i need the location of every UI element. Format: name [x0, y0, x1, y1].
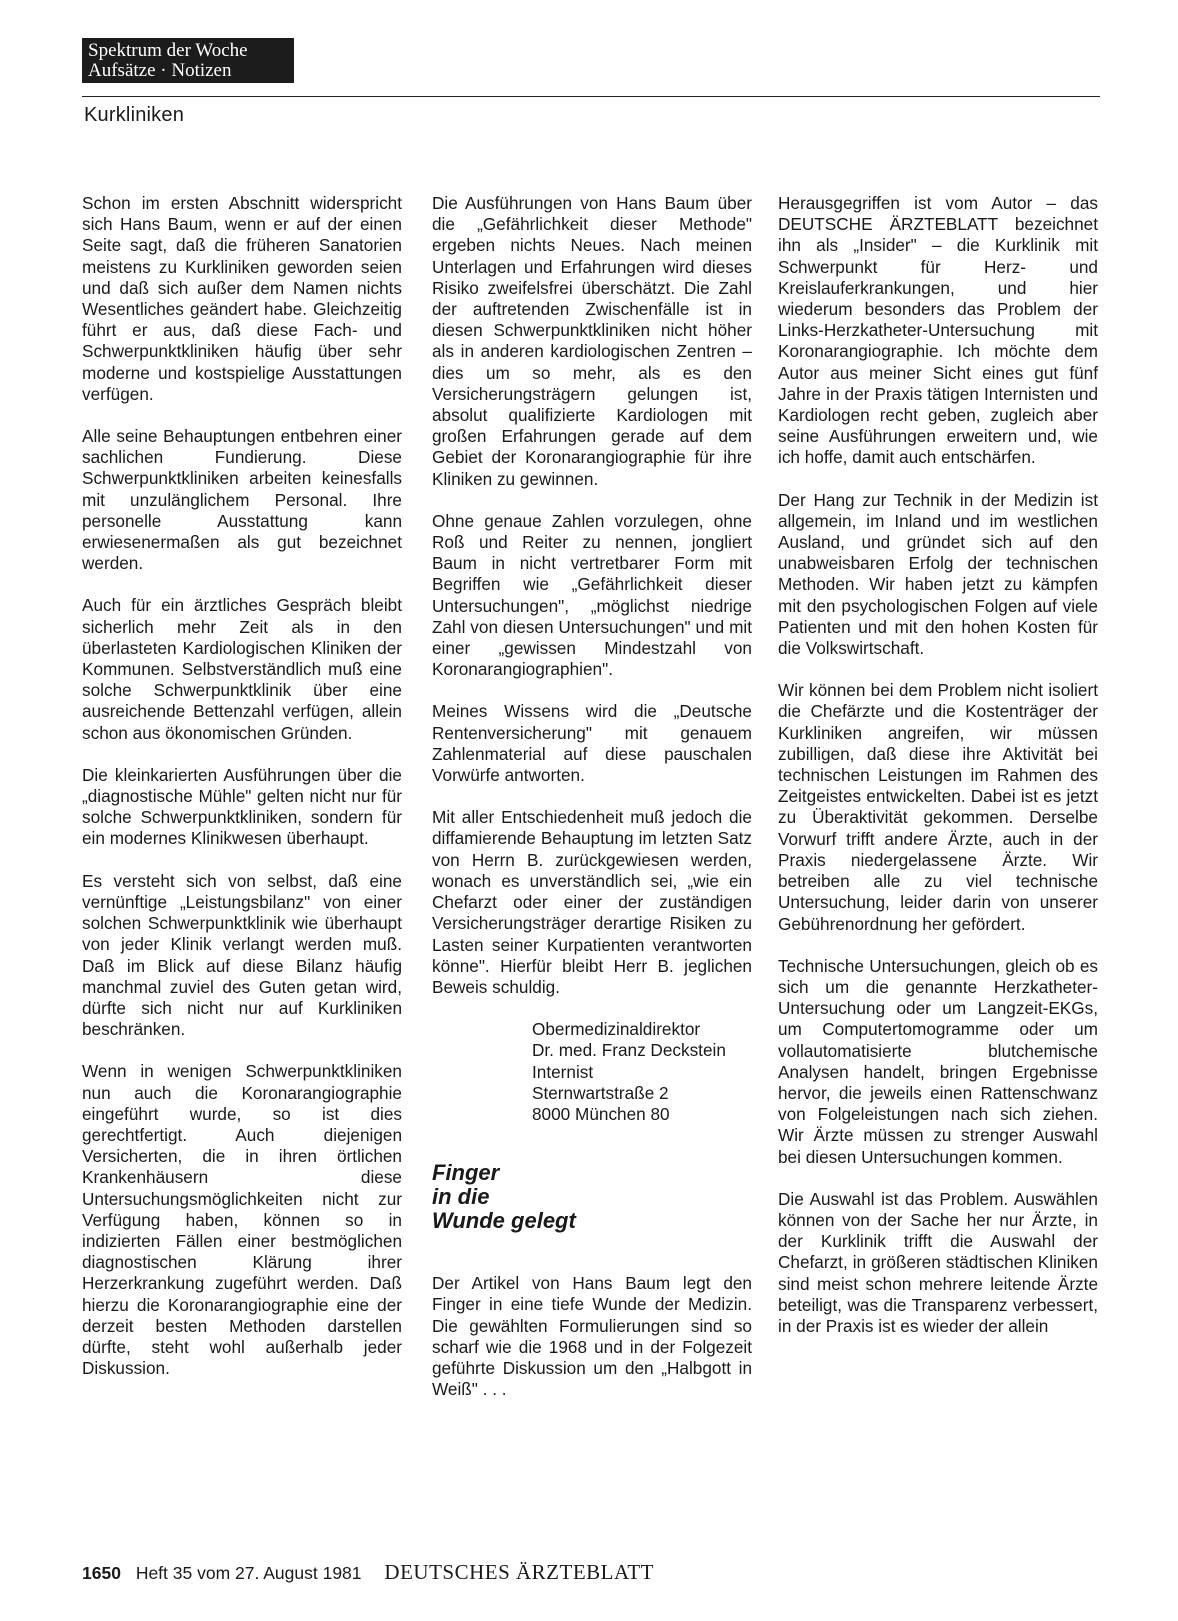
paragraph: Die kleinkarierten Ausführungen über die „diagnostische Mühle" gelten nicht nur für solche Schwerpunktkliniken, sondern für ein modernes Klinikwesen überhaupt. [82, 764, 402, 849]
signature-profession: Internist [532, 1061, 594, 1082]
paragraph: Die Auswahl ist das Problem. Auswählen können von der Sache her nur Ärzte, in der Kurklinik trifft die Auswahl der Chefarzt, in größeren städtischen Kliniken sind meist schon mehrere leitende Ärzte beteiligt, was die Transparenz verbessert, in der Praxis ist es wieder der allein [778, 1188, 1098, 1336]
rubric-box [82, 38, 294, 83]
paragraph: Ohne genaue Zahlen vorzulegen, ohne Roß und Reiter zu nennen, jongliert Baum in nicht vertretbarer Form mit Begriffen wie „Gefährlichkeit dieser Untersuchungen", „möglichst niedrige Zahl von diesen Untersuchungen" und mit einer „gewissen Mindestzahl von Koronarangiographien". [432, 510, 752, 680]
page-footer [82, 1560, 654, 1585]
signature-street: Sternwartstraße 2 [532, 1082, 669, 1103]
paragraph: Mit aller Entschiedenheit muß jedoch die diffamierende Behauptung im letzten Satz von Herrn B. zurückgewiesen werden, wonach es unverständlich sei, „wie ein Chefarzt oder einer der zuständigen Versicherungsträger derartige Risiken zu Lasten seiner Kurpatienten verantworten könne". Hierfür bleibt Herr B. jeglichen Beweis schuldig. [432, 807, 752, 997]
author-signature [532, 1019, 752, 1125]
signature-title: Obermedizinaldirektor [532, 1019, 701, 1040]
paragraph: Herausgegriffen ist vom Autor – das DEUTSCHE ÄRZTEBLATT bezeichnet ihn als „Insider" – die Kurklinik mit Schwerpunkt für Herz- und Kreislauferkrankungen, und hier wiederum besonders das Problem der Links-Herzkatheter-Untersuchung mit Koronarangiographie. Ich möchte dem Autor aus meiner Sicht eines gut fünf Jahre in der Praxis tätigen Internisten und Kardiologen recht geben, zugleich aber seine Ausführungen erweitern und, wie ich hoffe, damit auch entschärfen. [778, 193, 1098, 468]
signature-name: Dr. med. Franz Deckstein [532, 1040, 726, 1061]
article-heading [432, 1161, 752, 1233]
issue-info: Heft 35 vom 27. August 1981 [135, 1563, 362, 1583]
signature-city: 8000 München 80 [532, 1103, 670, 1124]
rubric-line-2: Aufsätze · Notizen [88, 60, 232, 81]
paragraph: Alle seine Behauptungen entbehren einer sachlichen Fundierung. Diese Schwerpunktkliniken arbeiten keinesfalls mit unzulänglichem Personal. Ihre personelle Ausstattung kann erwiesenermaßen als gut bezeichnet werden. [82, 426, 402, 574]
column-2 [432, 193, 752, 1421]
column-3 [778, 193, 1098, 1358]
heading-line-3: Wunde gelegt [432, 1208, 576, 1234]
heading-line-1: Finger [432, 1160, 500, 1186]
section-title: Kurkliniken [84, 104, 185, 126]
publication-name: DEUTSCHES ÄRZTEBLATT [384, 1560, 654, 1584]
paragraph: Der Hang zur Technik in der Medizin ist allgemein, im Inland und im westlichen Ausland, und gründet sich auf den unabweisbaren Erfolg der technischen Methoden. Wir haben jetzt zu kämpfen mit den psychologischen Folgen auf viele Patienten und mit den hohen Kosten für die Volkswirtschaft. [778, 489, 1098, 659]
heading-line-2: in die [432, 1184, 490, 1210]
paragraph: Wenn in wenigen Schwerpunktkliniken nun auch die Koronarangiographie eingeführt wurde, so ist dies gerechtfertigt. Auch diejenigen Versicherten, die in ihren örtlichen Krankenhäusern diese Untersuchungsmöglichkeiten nicht zur Verfügung haben, können so in indizierten Fällen einer bestmöglichen diagnostischen Klärung ihrer Herzerkrankung zugeführt werden. Daß hierzu die Koronarangiographie eine der derzeit besten Methoden darstellen dürfte, steht wohl außerhalb jeder Diskussion. [82, 1061, 402, 1379]
paragraph: Der Artikel von Hans Baum legt den Finger in eine tiefe Wunde der Medizin. Die gewählten Formulierungen sind so scharf wie die 1968 und in der Folgezeit geführte Diskussion um den „Halbgott in Weiß" . . . [432, 1273, 752, 1400]
paragraph: Auch für ein ärztliches Gespräch bleibt sicherlich mehr Zeit als in den überlasteten Kardiologischen Kliniken der Kommunen. Selbstverständlich muß eine solche Schwerpunktklinik über eine ausreichende Bettenzahl verfügen, allein schon aus ökonomischen Gründen. [82, 595, 402, 743]
header-rule [82, 96, 1100, 97]
paragraph: Schon im ersten Abschnitt widerspricht sich Hans Baum, wenn er auf der einen Seite sagt, daß die früheren Sanatorien meistens zu Kurkliniken geworden seien und daß sich außer dem Namen nichts Wesentliches geändert habe. Gleichzeitig führt er aus, daß diese Fach- und Schwerpunktkliniken häufig über sehr moderne und kostspielige Ausstattungen verfügen. [82, 193, 402, 404]
rubric-line-1: Spektrum der Woche [88, 40, 248, 61]
paragraph: Meines Wissens wird die „Deutsche Rentenversicherung" mit genauem Zahlenmaterial auf diese pauschalen Vorwürfe antworten. [432, 701, 752, 786]
page-number: 1650 [82, 1563, 121, 1583]
column-1 [82, 193, 402, 1400]
paragraph: Wir können bei dem Problem nicht isoliert die Chefärzte und die Kostenträger der Kurkliniken angreifen, wir müssen zubilligen, daß diese ihre Aktivität bei technischen Leistungen im Rahmen des Zeitgeistes entwickelten. Dabei ist es jetzt zu Überaktivität gekommen. Derselbe Vorwurf trifft andere Ärzte, auch in der Praxis niedergelassene Ärzte. Wir betreiben alle zu viel technische Untersuchung, leider darin von unserer Gebührenordnung her gefördert. [778, 680, 1098, 934]
paragraph: Technische Untersuchungen, gleich ob es sich um die genannte Herzkatheter-Untersuchung oder um Langzeit-EKGs, um Computertomogramme oder um vollautomatisierte blutchemische Analysen handelt, bringen Ergebnisse hervor, die jeweils einen Rattenschwanz von Folgeleistungen nach sich ziehen. Wir Ärzte müssen zu strenger Auswahl bei diesen Untersuchungen kommen. [778, 955, 1098, 1167]
paragraph: Es versteht sich von selbst, daß eine vernünftige „Leistungsbilanz" von einer solchen Schwerpunktklinik wie überhaupt von jeder Klinik verlangt werden muß. Daß im Blick auf diese Bilanz häufig manchmal zuviel des Guten getan wird, dürfte sich nicht nur auf Kurkliniken beschränken. [82, 870, 402, 1040]
paragraph: Die Ausführungen von Hans Baum über die „Gefährlichkeit dieser Methode" ergeben nichts Neues. Nach meinen Unterlagen und Erfahrungen wird dieses Risiko zweifelsfrei überschätzt. Die Zahl der auftretenden Zwischenfälle ist in diesen Schwerpunktkliniken nicht höher als in anderen kardiologischen Zentren – dies um so mehr, als es den Versicherungsträgern gelungen ist, absolut qualifizierte Kardiologen mit großen Erfahrungen gerade auf dem Gebiet der Koronarangiographie für ihre Kliniken zu gewinnen. [432, 193, 752, 489]
